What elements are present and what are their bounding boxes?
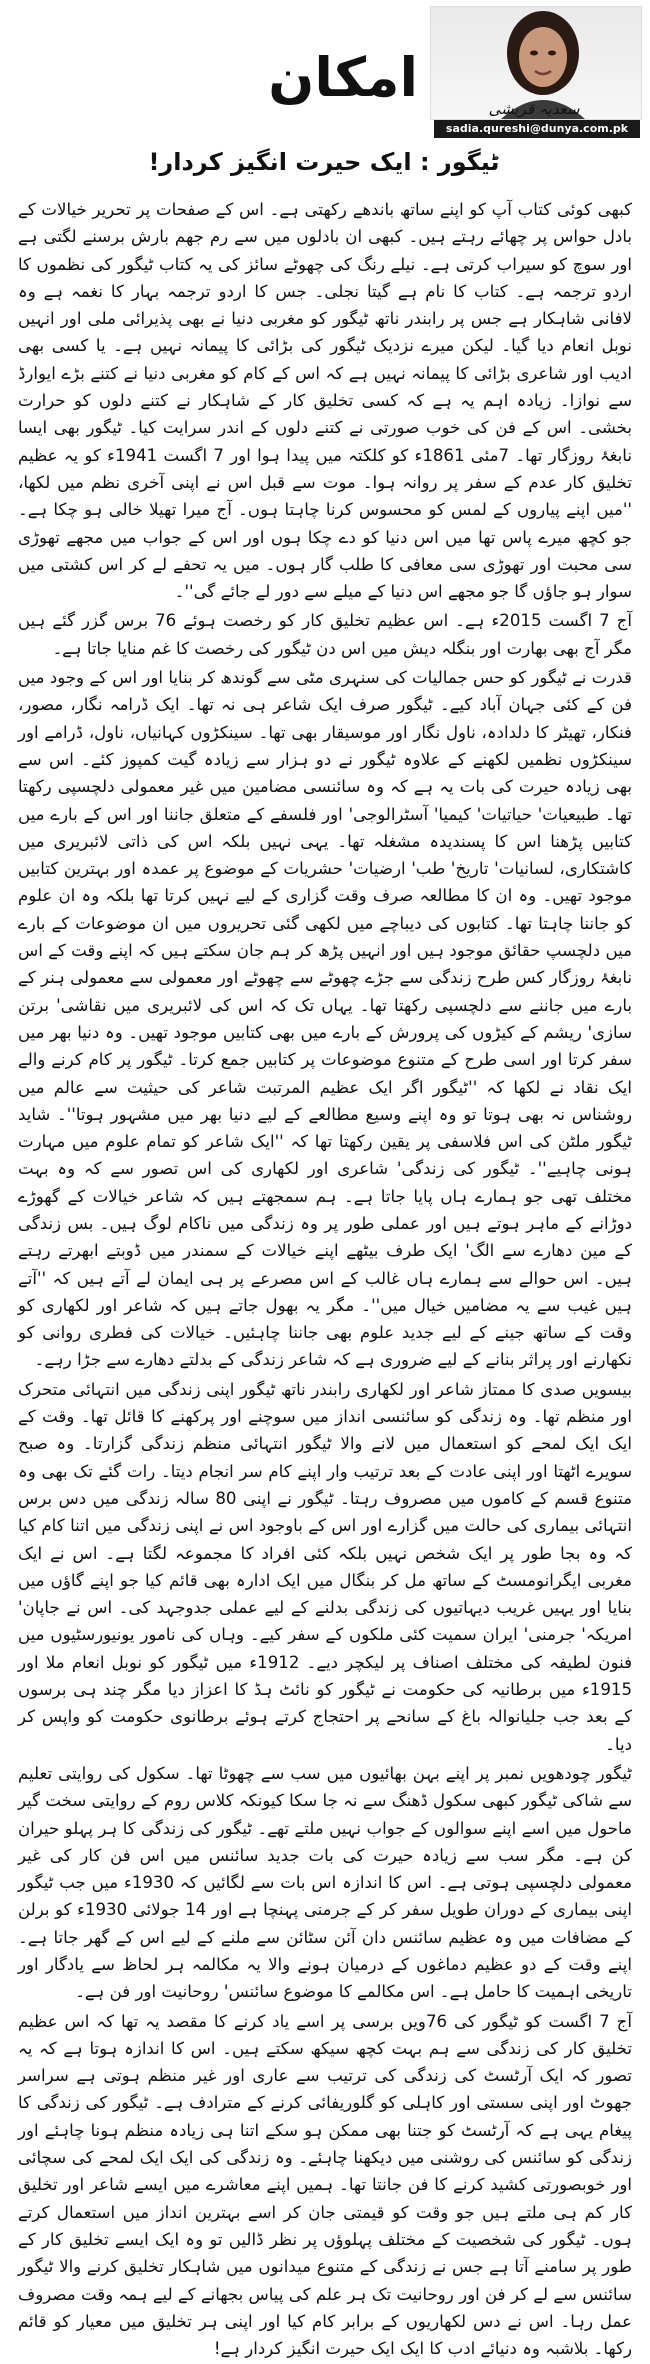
paragraph: قدرت نے ٹیگور کو حس جمالیات کی سنہری مٹی سے گوندھ کر بنایا اور اس کے وجود میں فن کے کئی جہان آباد کیے۔ ٹیگور صرف ایک شاعر ہی نہ تھا۔ ایک ڈرامہ نگار، مصور، فنکار، تھیٹر کا دلدادہ، ناول نگار اور موسیقار بھی تھا۔ سینکڑوں کہانیاں، ناول، ڈرامے اور سینکڑوں نظمیں لکھنے کے علاوہ ٹیگور نے دو ہزار سے زیادہ گیت کمپوز کئے۔ اس سے بھی زیادہ حیرت کی بات یہ ہے کہ وہ سائنسی مضامین میں غیر معمولی دلچسپی رکھتا تھا۔ طبیعیات' حیاتیات' کیمیا' آسٹرالوجی' اور فلسفے کے متعلق جاننا اور اس کے بارے میں کتابیں پڑھنا اس کا پسندیدہ مشغلہ تھا۔ یہی نہیں بلکہ اس کی ذاتی لائبریری میں کاشتکاری، لسانیات' تاریخ' طب' ارضیات' حشریات کے موضوع پر عمدہ اور بہترین کتابیں موجود تھیں۔ وہ ان کا مطالعہ صرف وقت گزاری کے لیے نہیں کرتا تھا بلکہ وہ ان علوم کو جاننا چاہتا تھا۔ کتابوں کی دیباچے میں لکھی گئی تحریروں میں ان موضوعات کے بارے میں دلچسپ حقائق موجود ہیں اور انہیں پڑھ کر ہم جان سکتے ہیں کہ اپنے وقت کے اس نابغۂ روزگار کس طرح زندگی سے جڑے چھوٹے سے چھوٹے اور معمولی سے معمولی ہنر کے بارے میں جاننے سے دلچسپی رکھتا تھا۔ یہاں تک کہ اس کی لائبریری میں نقاشی' برتن سازی' ریشم کے کیڑوں کی پرورش کے بارے میں بھی کتابیں موجود تھیں۔ وہ دنیا بھر میں سفر کرتا اور اسی طرح کے متنوع موضوعات پر کتابیں جمع کرتا۔ ٹیگور پر کام کرنے والے ایک نقاد نے لکھا کہ ''ٹیگور اگر ایک عظیم المرتبت شاعر کی حیثیت سے عالم میں روشناس نہ بھی ہوتا تو وہ اپنے وسیع مطالعے کے لیے دنیا بھر میں مشہور ہوتا''۔ شاید ٹیگور ملٹن کی اس فلاسفی پر یقین رکھتا تھا کہ ''ایک شاعر کو تمام علوم میں مہارت ہونی چاہیے''۔ ٹیگور کی زندگی' شاعری اور لکھاری کی اس تصور سے کہ وہ بہت مختلف تھی جو ہمارے ہاں پایا جاتا ہے۔ ہم سمجھتے ہیں کہ شاعر خیالات کے گھوڑے دوڑانے کے ماہر ہوتے ہیں اور عملی طور پر وہ زندگی میں ناکام لوگ ہیں۔ بس زندگی کے مین دھارے سے الگ' ایک طرف بیٹھے اپنے خیالات کے سمندر میں ڈوبتے ابھرتے رہتے ہیں۔ اس حوالے سے ہمارے ہاں غالب کے اس مصرعے پر ہی ایمان لے آتے ہیں کہ ''آتے ہیں غیب سے یہ مضامیں خیال میں''۔ مگر یہ بھول جاتے ہیں کہ شاعر اور لکھاری کو وقت کے ساتھ جینے کے لیے جدید علوم بھی جاننا چاہئیں۔ خیالات کی فطری روانی کو نکھارنے اور پراثر بنانے کے لیے ضروری ہے کہ شاعر زندگی کے بدلتے دھارے سے جڑا رہے۔ <box>18 668 632 1370</box>
column-name: امکان <box>268 46 418 109</box>
column-header <box>0 0 650 140</box>
paragraph: بیسویں صدی کا ممتاز شاعر اور لکھاری رابندر ناتھ ٹیگور اپنی زندگی میں انتہائی متحرک اور منظم تھا۔ وہ زندگی کو سائنسی انداز میں سوچنے اور پرکھنے کا قائل تھا۔ وقت کے ایک ایک لمحے کو استعمال میں لانے والا ٹیگور انتہائی منظم زندگی گزارتا۔ وہ صبح سویرے اٹھتا اور اپنی عادت کے بعد ترتیب وار اپنے کام سر انجام دیتا۔ رات گئے تک بھی وہ متنوع قسم کے کاموں میں مصروف رہتا۔ ٹیگور نے اپنی 80 سالہ زندگی میں دس برس انتہائی بیماری کی حالت میں گزارے اور اس کے باوجود اس نے اپنی زندگی میں اتنا کام کیا کہ وہ بجا طور پر ایک شخص نہیں بلکہ کئی افراد کا مجموعہ لگتا ہے۔ اس نے ایک مغربی ایگرانومسٹ کے ساتھ مل کر بنگال میں ایک ادارہ بھی قائم کیا جو اپنے گاؤں میں بنایا اور یہیں غریب دیہاتیوں کی زندگی بدلنے کے لیے عملی جدوجہد کی۔ اس نے جاپان' امریکہ' جرمنی' ایران سمیت کئی ملکوں کے سفر کیے۔ وہاں کی نامور یونیورسٹیوں میں فنون لطیفہ کی مختلف اصناف پر لیکچر دیے۔ 1912ء میں ٹیگور کو نوبل انعام ملا اور 1915ء میں برطانیہ کی حکومت نے ٹیگور کو نائٹ ہڈ کا اعزاز دیا مگر چند ہی برسوں کے بعد جب جلیانوالہ باغ کے سانحے پر احتجاج کرتے ہوئے برطانوی حکومت کو واپس کر دیا۔ <box>18 1379 633 1754</box>
paragraph: کبھی کوئی کتاب آپ کو اپنے ساتھ باندھے رکھتی ہے۔ اس کے صفحات پر تحریر خیالات کے بادل حواس پر چھائے رہتے ہیں۔ کبھی ان بادلوں میں سے رم جھم بارش برسنے لگتی ہے اور سوچ کو سیراب کرتی ہے۔ نیلے رنگ کی چھوٹے سائز کی یہ کتاب ٹیگور کی نظموں کا اردو ترجمہ ہے۔ کتاب کا نام ہے گیتا نجلی۔ جس کا اردو ترجمہ بہار کا نغمہ ہے وہ لافانی شاہکار ہے جس پر رابندر ناتھ ٹیگور کو مغربی دنیا نے بھی پذیرائی ملی اور انہیں نوبل انعام دیا گیا۔ لیکن میرے نزدیک ٹیگور کی بڑائی کا پیمانہ نہیں ہے۔ یا کسی بھی ادیب اور شاعری بڑائی کا پیمانہ نہیں ہے کہ اس کے کام کو مغربی دنیا نے کتنے بڑے ایوارڈ سے نوازا۔ زیادہ اہم یہ ہے کہ کسی تخلیق کار کے شاہکار نے کتنے دلوں کو حرارت بخشی۔ اس کے فن کی خوب صورتی نے کتنے دلوں کے اندر سرایت کیا۔ ٹیگور بھی ایسا نابغۂ روزگار تھا۔ 7مئی 1861ء کو کلکتہ میں پیدا ہوا اور 7 اگست 1941ء کو یہ عظیم تخلیق کار عدم کے سفر پر روانہ ہوا۔ موت سے قبل اس نے اپنی آخری نظم میں لکھا، ''میں اپنے پیاروں کے لمس کو محسوس کرنا چاہتا ہوں۔ آج میرا تھیلا خالی ہو چکا ہے۔ جو کچھ میرے پاس تھا میں اس دنیا کو دے چکا ہوں اور اس کے جواب میں مجھے تھوڑی سی محبت اور تھوڑی سی معافی کا طلب گار ہوں۔ میں یہ تحفے لے کر اس کشتی میں سوار ہو جاؤں گا جو مجھے اس دنیا کے میلے سے دور لے جائے گی''۔ <box>18 200 632 602</box>
author-email: sadia.qureshi@dunya.com.pk <box>434 120 640 138</box>
paragraph: آج 7 اگست کو ٹیگور کی 76ویں برسی پر اسے یاد کرنے کا مقصد یہ تھا کہ اس عظیم تخلیق کار کی زندگی سے ہم بہت کچھ سیکھ سکتے ہیں۔ اس کا اندازہ ہوتا ہے کہ یہ تصور کہ ایک آرٹسٹ کی زندگی کی ترتیب سے عاری اور غیر منظم ہوتی ہے سراسر جھوٹ اور اپنی سستی اور کاہلی کو گلوریفائی کرنے کے مترادف ہے۔ ٹیگور کی زندگی کا پیغام یہی ہے کہ آرٹسٹ کو جتنا بھی ممکن ہو سکے اتنا ہی زیادہ منظم ہونا چاہئے اور زندگی کو سائنس کی روشنی میں دیکھنا چاہئے۔ وہ زندگی کی ایک ایک لمحے کی سچائی اور خوبصورتی کشید کرنے کا فن جانتا تھا۔ ہمیں اپنے معاشرے میں ایسے شاعر اور تخلیق کار کم ہی ملتے ہیں جو وقت کو قیمتی جان کر اسے بہترین انداز میں استعمال کرتے ہوں۔ ٹیگور کی شخصیت کے مختلف پہلوؤں پر نظر ڈالیں تو وہ ایک ایسے تخلیق کار کے طور پر سامنے آتا ہے جس نے زندگی کے متنوع میدانوں میں شاہکار تخلیق کرنے والا ٹیگور سائنس سے لے کر فن اور روحانیت تک ہر علم کی پیاس بجھانے کے لیے ہمہ وقت مصروف عمل رہا۔ اس نے دس لکھاریوں کے برابر کام کیا اور اپنی ہر تخلیق میں معیار کو قائم رکھا۔ بلاشبہ وہ دنیائے ادب کا ایک ایک حیرت انگیز کردار ہے! <box>18 2011 632 2359</box>
author-name: سعدیہ قریشی <box>488 100 580 118</box>
article-body <box>18 196 632 2364</box>
article-headline: ٹیگور : ایک حیرت انگیز کردار! <box>148 148 500 176</box>
paragraph: آج 7 اگست 2015ء ہے۔ اس عظیم تخلیق کار کو رخصت ہوئے 76 برس گزر گئے ہیں مگر آج بھی بھارت اور بنگلہ دیش میں اس دن ٹیگور کی رخصت کا غم منایا جاتا ہے۔ <box>18 611 632 658</box>
paragraph: ٹیگور چودھویں نمبر پر اپنے بہن بھائیوں میں سب سے چھوٹا تھا۔ سکول کی روایتی تعلیم سے شاکی ٹیگور کبھی سکول ڈھنگ سے نہ جا سکا کیونکہ کلاس روم کے روایتی سخت گیر ماحول میں اسے اپنے سوالوں کے جواب نہیں ملتے تھے۔ ٹیگور کی زندگی کا ہر پہلو حیران کن ہے۔ مگر سب سے زیادہ حیرت کی بات جدید سائنس میں اس فن کار کی غیر معمولی دلچسپی ہوتی ہے۔ اس کا اندازہ اس بات سے لگائیں کہ 1930ء میں جب ٹیگور اپنی بیماری کے دوران طویل سفر کر کے جرمنی پہنچا ہے اور 14 جولائی 1930ء کو برلن کے مضافات میں وہ عظیم سائنس دان آئن سٹائن سے ملنے کے لیے اس کے گھر جاتا ہے۔ اپنے وقت کے دو عظیم دماغوں کے درمیان ہونے والا یہ مکالمہ ہر لحاظ سے یادگار اور تاریخی اہمیت کا حامل ہے۔ اس مکالمے کا موضوع سائنس' روحانیت اور فن ہے۔ <box>18 1763 632 2002</box>
